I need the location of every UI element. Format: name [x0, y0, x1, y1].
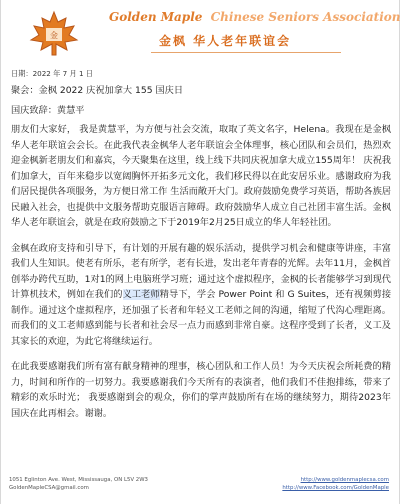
maple-leaf-logo-icon — [27, 10, 81, 58]
speech-heading: 国庆致辞：黄慧平 — [11, 104, 85, 116]
footer-contact — [9, 476, 148, 492]
letter-footer — [1, 472, 400, 504]
footer-email[interactable]: GoldenMapleCSA@gmail.com — [9, 485, 89, 491]
org-name-en-part2: Chinese Seniors Association — [210, 10, 400, 24]
paragraph-3: 在此我要感谢我们所有富有献身精神的理事，核心团队和工作人员！为今天庆祝会所耗费的精力，时间和所作的一切努力。我要感谢我们今天所有的表演者，他们我们不佳抱排练，带来了精彩的欢乐时光； 我要感谢到会的观众，你们的掌声鼓励所有在场的继续努力，期待2023年国庆在此再相会。谢谢。 — [11, 361, 391, 419]
footer-links — [282, 476, 389, 492]
paragraph-2 — [11, 241, 391, 350]
svg-text:金: 金 — [50, 31, 58, 40]
footer-facebook-link[interactable]: http://www.Facebook.com/GoldenMaple — [282, 485, 389, 491]
letter-subject: 聚会：金枫 2022 庆祝加拿大 155 国庆日 — [11, 85, 184, 96]
paragraph-2-part-b: 精导下，学会 Power Point 和 G Suites，还有视频剪接制作。通过这个虚拟程序，还加强了长者和年轻义工老师之间的沟通，缩短了代沟心理距离。而我们的义工老师感到能与长者和社会尽一点力而感到非常自豪。这程序受到了长者，义工及其家长的欢迎，为此它将继续运行。 — [11, 289, 392, 347]
paragraph-1: 朋友们大家好， 我是黄慧平，为方便与社会交流，取取了英文名字，Helena。我现在是金枫华人老年联谊会会长。在此我代表金枫华人老年联谊会全体理事，核心团队和会员们，热烈欢迎金枫新老朋友们和嘉宾，今天聚集在这里，线上线下共同庆祝加拿大成立155周年！ 庆祝我们加拿大，百年来稳步以宽阔胸怀开拓多元文化，我们移民得以在此安居乐业。感谢政府为我们居民提供各项服务，为方便日常工作 生活而敞开大门。政府鼓励免费学习英语，帮助各族居民融入社会，也提供中文服务帮助克服语言障碍。政府鼓励华人成立自己社团丰富生活。金枫华人老年联谊会，就是在政府鼓励之下于2019年2月25日成立的华人年轻社团。 — [11, 124, 391, 228]
letter-date: 日期：2022 年 7 月 1 日 — [11, 69, 93, 78]
letterhead — [1, 0, 400, 64]
org-name-en — [109, 10, 400, 24]
footer-website-link[interactable]: http://www.goldenmaplecsa.com — [300, 477, 389, 483]
highlighted-text: 义工老师 — [122, 289, 160, 300]
paragraph-2-part-a: 金枫在政府支持和引导下，有计划的开展有趣的娱乐活动，提供学习机会和健康等讲座，丰富我们人生知识。使老有所乐，老有所学，老有长进，发出老年青春的光辉。去年11月，金枫首创举办跨代互助，1对1的网上电脑班学习班；通过这个虚拟程序，金枫的长者能够学习到现代计算机技术，例如在我们的 — [11, 242, 391, 300]
org-name-cn: 金枫 华人老年联谊会 — [159, 34, 292, 48]
org-name-en-part1: Golden Maple — [109, 10, 203, 24]
letter-body — [11, 66, 391, 431]
footer-address: 1051 Eglinton Ave. West, Mississauga, ON L5V 2W3 — [9, 477, 148, 483]
header-divider — [151, 52, 341, 53]
